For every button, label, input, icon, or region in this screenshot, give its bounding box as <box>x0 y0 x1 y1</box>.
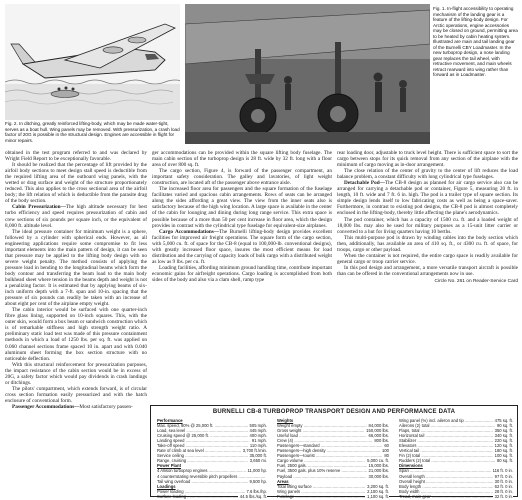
figure-2-caption: Fig. 2. In ditching, greatly reinforced lifting-body, which may be made water-tight, serves as a boat hull. Wing panels may be removed. With pressurization, a crash load factor of 20G is possible in the structural design. Engines are accessible in flight for minor repairs. <box>5 121 180 143</box>
figure-1-landing-gear-photo <box>185 4 430 144</box>
paragraph <box>5 150 147 162</box>
table-row-label: Fuel, 3500 gals. plus 10% reserve ..... <box>277 468 367 473</box>
paragraph-text: Loading facilities, affording minimum ground handling time, contribute important economic gains for airfreight operations. Cargo loading is accomplished from both sides of the body and also via a clam shell, ramp type <box>152 264 332 283</box>
paragraph <box>5 204 147 228</box>
table-row-value: 90 sq. ft. <box>496 423 513 429</box>
table-row-label: Total lifting surface ..... <box>277 484 365 489</box>
table-row-label: Surface loading ..... <box>157 494 238 499</box>
table-column-2 <box>277 418 389 499</box>
table-row-value: 80 <box>384 453 389 459</box>
table-row-value: 28 ft. 0 in. <box>494 488 513 494</box>
text-column-3 <box>337 150 518 285</box>
table-row-value: 1,100 sq. ft. <box>367 493 389 499</box>
table-row-value: 91 mph. <box>251 438 267 444</box>
landing-gear-photo <box>185 4 430 144</box>
paragraph-text: In this pod design and arrangement, a more versatile transport aircraft is possible than can be offered in the conventional arrangements now in use. <box>337 264 518 277</box>
table-row-value: 475 sq. ft. <box>494 418 513 423</box>
table-row-label: Tread, main gear ..... <box>399 494 493 499</box>
table-row-label: Wing panels ..... <box>277 489 365 494</box>
table-row-label: Rudders (2) total ..... <box>399 458 495 463</box>
table-row-value: 80 sq. ft. <box>496 458 513 464</box>
table-row-value: 116 ft. 0 in. <box>492 468 513 474</box>
table-row-value: 15,000 lbs. <box>368 463 389 469</box>
table-row-label: Weight empty ..... <box>277 423 367 428</box>
table-column-3 <box>399 418 513 499</box>
paragraph-text: Most satisfactory passen- <box>79 403 133 410</box>
paragraph <box>5 362 147 386</box>
table-row-label: Take-off speed ..... <box>157 443 248 448</box>
table-row-value: 2,100 sq. ft. <box>367 488 389 494</box>
paragraph <box>337 150 518 168</box>
table-row-value: 110 mph. <box>249 443 267 449</box>
paragraph <box>337 180 518 216</box>
table-row-label: Cargo volume ..... <box>277 458 365 463</box>
paragraph <box>5 229 147 308</box>
table-row-label: Fuel, 2500 gals. ..... <box>277 463 367 468</box>
table-row-label: Load, sea level ..... <box>157 428 248 433</box>
paragraph-text: This multi-purpose pod is drawn by winding cables into the body section which then, additionally, has available an area of 410 sq. ft., or 4300 cu. ft. of space, for troops, cargo or other payload. <box>337 234 518 253</box>
table-row-value: 150,000 lbs. <box>366 428 389 434</box>
table-row-value: 35,000 ft. <box>249 453 267 459</box>
table-row-label: Range, cruising ..... <box>157 458 248 463</box>
table-row-value: 7.6 lbs./hp. <box>246 488 267 494</box>
table-row-label: Passengers—high density ..... <box>277 448 380 453</box>
paragraph <box>337 235 518 253</box>
table-row-label: 4 counterrotating reversible pitch propellers ..... <box>157 474 265 479</box>
table-row-value: 44.5 lbs./sq. ft. <box>239 493 267 499</box>
table-row-label: Overall height ..... <box>399 479 493 484</box>
table-row-label: Passengers—standard ..... <box>277 443 382 448</box>
table-row-label: Max. speed, 90% @ 25,000 ft. ..... <box>157 423 248 428</box>
table-row-value: 340 sq. ft. <box>494 433 513 439</box>
table-row-label: Gross weight ..... <box>277 428 364 433</box>
paragraph <box>337 217 518 235</box>
paragraph-text: rear loading door, adjustable to truck level height. There is sufficient space to sort the cargo between stops for its quick removal from any section of the airplane with the minimum of cargo moving as in-door arrangement. <box>337 150 518 169</box>
paragraph-text: With this structural reinforcement for pressurization purposes, the impact resistance of the cabin section would be in excess of 20G, a safety factor which would pay dividends in crash landings or ditchings. <box>5 361 147 386</box>
table-section-heading: Dimensions <box>399 463 423 469</box>
table-row <box>157 494 267 499</box>
table-row-value: 3,700 ft./min. <box>242 448 267 454</box>
table-row-label: Cruising speed @ 25,000 ft. ..... <box>157 433 248 438</box>
paragraph <box>152 150 332 168</box>
paragraph-text: ger accommodations can be provided within the square lifting body fuselage. The main cabin section of the turboprop design is 28 ft. wide by 32 ft. long with a floor area of over 800 sq. ft. <box>152 150 332 169</box>
paragraph <box>337 265 518 277</box>
table-row-value: 180 sq. ft. <box>494 448 513 454</box>
paragraph-text: The close relation of the center of gravity to the center of lift reduces the load balance problem, a constant difficulty with long cylindrical type fuselages. <box>337 168 518 181</box>
table-section-heading: Areas <box>277 478 289 484</box>
table-row-value: 62 ft. 0 in. <box>494 483 513 489</box>
table-section-heading: Weights <box>277 418 294 423</box>
table-row-value: 84,000 lbs. <box>368 423 389 429</box>
table-row-label: Tail wing overload ..... <box>157 479 248 484</box>
paragraph-heading: Cabin Pressurization— <box>12 204 66 211</box>
paragraph-heading: Detachable Pod— <box>344 180 385 187</box>
table-row-label: Fin (2) total ..... <box>399 453 493 458</box>
paragraph <box>152 168 332 186</box>
table-row <box>157 479 267 484</box>
table-row-value: 5,000 cu. ft. <box>367 458 389 464</box>
table-row-value: 97 ft. 0 in. <box>494 473 513 479</box>
table-column-1 <box>157 418 267 499</box>
paragraph <box>5 307 147 361</box>
table-row-label: Flaps, total ..... <box>399 428 493 433</box>
reader-service-footnote: Circle No. 261 on Reader-Service Card <box>434 278 518 284</box>
figure-2-ditching-illustration <box>5 4 180 120</box>
table-row-label: Wing panel (%) incl. aileron and tip ..... <box>399 418 493 423</box>
table-row-value: 11,000 hp. <box>247 468 267 474</box>
table-row-value: 120 sq. ft. <box>494 443 513 449</box>
paragraph-text: The pilots' compartment, which extends forward, is of circular cross section formation easily pressurized and with the hatch enclosure of conventional form. <box>5 385 147 404</box>
table-row-label: Useful load ..... <box>277 433 367 438</box>
table-row-label: Service ceiling ..... <box>157 453 248 458</box>
table-row-value: 66,000 lbs. <box>368 433 389 439</box>
paragraph-text: The high altitude necessary for best turbo efficiency and speed requires pressurization of cabin and crew sections of six pounds per square inch, or the equivalent of 8,000 ft. altitude level. <box>5 204 147 229</box>
text-column-1 <box>5 150 147 410</box>
table-row-label: Landing speed ..... <box>157 438 250 443</box>
table-row-label: Span ..... <box>399 468 491 473</box>
text-column-2 <box>152 150 332 283</box>
table-row-value: 3,200 sq. ft. <box>367 483 389 489</box>
paragraph-text: The cabin interior would be surfaced with one quarter-inch fibre glass lining, supported on 10-inch squares. This, with the outer skin, would form a box beam or sandwich construction which is of remarkable stiffness and high strength weight ratio. A preliminary static load test was made of this pressure containment methods in which a load of 1250 lbs. per sq. ft. was applied on 0.060 channel sections frame spaced 10 in. apart and with 0.040 aluminum sheet forming the box section structure with no noticeable deflection. <box>5 307 147 362</box>
paragraph-text: The ideal pressure container for minimum weight is a sphere, followed by a cylinder with spherical ends. However, as all engineering applications require some compromise to fit less important elements into the main pattern of design, it can be seen that pressure may be applied to the lifting body design with no severe weight penalty. The method consists of applying the pressure load in bending to the longitudinal beams which form the body contour and transferring the beam load to the main body bulkhead sheet where tension in the beams depth and weight is not a penalizing factor. It is estimated that by applying beams of six-inch uniform depth with a 7-ft. span and 10-in. spacing that the pressure of six pounds can readily be taken with an increase of about eight per cent of the airplane empty weight. <box>5 228 147 308</box>
table-row-value: 100 <box>382 448 389 454</box>
table-row-label: Passengers—tourist ..... <box>277 453 382 458</box>
table-row-label: Rate of climb at sea level ..... <box>157 448 241 453</box>
table-row-label: Body length ..... <box>399 484 493 489</box>
figure-1-caption: Fig. 1. In-flight accessibility to operating mechanism of the landing gear is a feature of the lifting-body design. For Arctic operations, engine accessories may be closed on ground, permitting area to be heated by cabin heating system. Illustrated are main and tail landing gear of the Burnelli CBY Loadmaster. In the new turboprop design, a nose landing gear replaces the tail wheel, with retractive movement, and main wheels retract rearward into wing rather than forward as in Loadmaster. <box>433 6 518 77</box>
table-title: BURNELLI CB-8 TURBOPROP TRANSPORT DESIGN AND PERFORMANCE DATA <box>212 409 456 415</box>
table-row-value: 9,500 hp. <box>249 478 267 484</box>
table-row-label: Power loading ..... <box>157 489 245 494</box>
paragraph-text: obtained in the test program referred to and was declared by Wright Field Report to be exceptionally favorable. <box>5 150 147 163</box>
paragraph-text: The increased floor area for passengers and the square formation of the fuselage facilitates varied and spacious cabin arrangements. Rows of seats can be arranged along the sides affording a great view. The view from the inner seats also is satisfactory because of the high wing location. A large space is available in the center of the cabin for lounging and dining during long range service. This extra space is possible because of a more than 50 per cent increase in floor area, which the design provides in contrast with the cylindrical type fuselage for equivalent-size airplanes. <box>152 186 332 229</box>
paragraph <box>337 253 518 265</box>
table-row-label: Crew (4) ..... <box>277 438 372 443</box>
table-row-value: 800 lbs. <box>374 438 389 444</box>
table-row <box>277 474 389 479</box>
paragraph <box>152 265 332 283</box>
table-section-heading: Power Plant <box>157 463 181 469</box>
table-row-label: Overall length ..... <box>399 474 493 479</box>
table-row-value: 350 sq. ft. <box>494 428 513 434</box>
paragraph-text: It should be realized that the percentage of lift provided by the airfoil body sections to meet design stall speed is deductible from the required lifting area of the outboard wing panels, with the wetted or drag surface and weight of the structure proportionately reduced. This also applies to the cross sectional area of the airfoil body; the lift relation of which is deductible from the parasite drag of the body section. <box>5 162 147 205</box>
table-row-label: Body width ..... <box>399 489 493 494</box>
ditching-drawing <box>5 4 180 120</box>
table-row-label: Payload ..... <box>277 474 367 479</box>
table-row-value: 220 sq. ft. <box>494 438 513 444</box>
table-row-value: 60 <box>384 443 389 449</box>
table-row-value: 505 mph. <box>249 423 267 429</box>
table-row <box>399 494 513 499</box>
paragraph-heading: Cargo Accommodations— <box>159 228 220 235</box>
paragraph-text: The cargo section, Figure 4, is forward of the passenger compartment, an important safety consideration. The galley and lavatories, of light weight construction, are located aft of the passenger above entrance aisle. <box>152 168 332 187</box>
paragraph-text: When the container is not required, the entire cargo space is readily available for general cargo or troop carrier service. <box>337 252 518 265</box>
paragraph-text: The Burnelli lifting-body design provides excellent facilities for improved air freight operations. The square form of the cargo section, with 5,000 cu. ft. of space for the CB-8 (equal to 100,000-lb. conventional designs), with greatly increased floor space, insures the most efficient means for load distribution and the carrying of capacity loads of bulk cargo with a distributed weight as low as 9 lbs. per cu. ft. <box>152 228 332 265</box>
table-row-label: 4 Allison turboprop engines ..... <box>157 468 246 473</box>
table-row-value: 30 ft. 0 in. <box>494 478 513 484</box>
paragraph <box>337 168 518 180</box>
performance-data-table <box>150 405 518 497</box>
table-section-heading: Performance <box>157 418 183 423</box>
table-row <box>277 494 389 499</box>
table-row-value: 100 sq. ft. <box>494 453 513 459</box>
table-section-heading: Loadings <box>157 483 176 489</box>
paragraph-text: The pod container, which has a capacity of 1500 cu. ft. and a loaded weight of 18,000 lbs. may also be used for military purposes as a 15-unit litter carrier or converted to a hut for living quarters having 10 berths. <box>337 216 518 235</box>
table-row-value: 3,650 mi. <box>249 458 267 464</box>
paragraph <box>5 404 147 410</box>
table-row-label: Ailerons (2) total ..... <box>399 423 495 428</box>
paragraph <box>152 229 332 265</box>
table-row-value: 21,000 lbs. <box>368 468 389 474</box>
table-row-value: 445 mph. <box>249 428 267 434</box>
paragraph <box>5 386 147 404</box>
table-row-value: 32 ft. 0 in. <box>494 493 513 499</box>
table-row-label: Horizontal tail ..... <box>399 433 493 438</box>
paragraph <box>5 162 147 204</box>
table-row-value: 400 mph. <box>249 433 267 439</box>
paragraph-text: The CB-8 design as planned for air cargo service also can be arranged for carrying a detachable pod or container, Figure 5, measuring 20 ft. in length, 10 ft. wide and 7 ft. 6 in. high. The pod is a trailer type of square section. Its simple design lends itself to low fabricating costs as well as being a space-saver. Furthermore, in contrast to existing pod designs, the CB-8 pod is almost completely enclosed in the lifting-body, thereby little affecting the plane's aerodynamics. <box>337 180 518 217</box>
paragraph <box>152 186 332 228</box>
table-row-label: Elevators ..... <box>399 443 493 448</box>
table-row-label: Fuselage ..... <box>277 494 365 499</box>
table-row-label: Stabilizer ..... <box>399 438 493 443</box>
paragraph-heading: Passenger Accommodations— <box>12 403 80 410</box>
table-row-value: 30,000 lbs. <box>368 473 389 479</box>
table-row-label: Vertical tail ..... <box>399 448 493 453</box>
